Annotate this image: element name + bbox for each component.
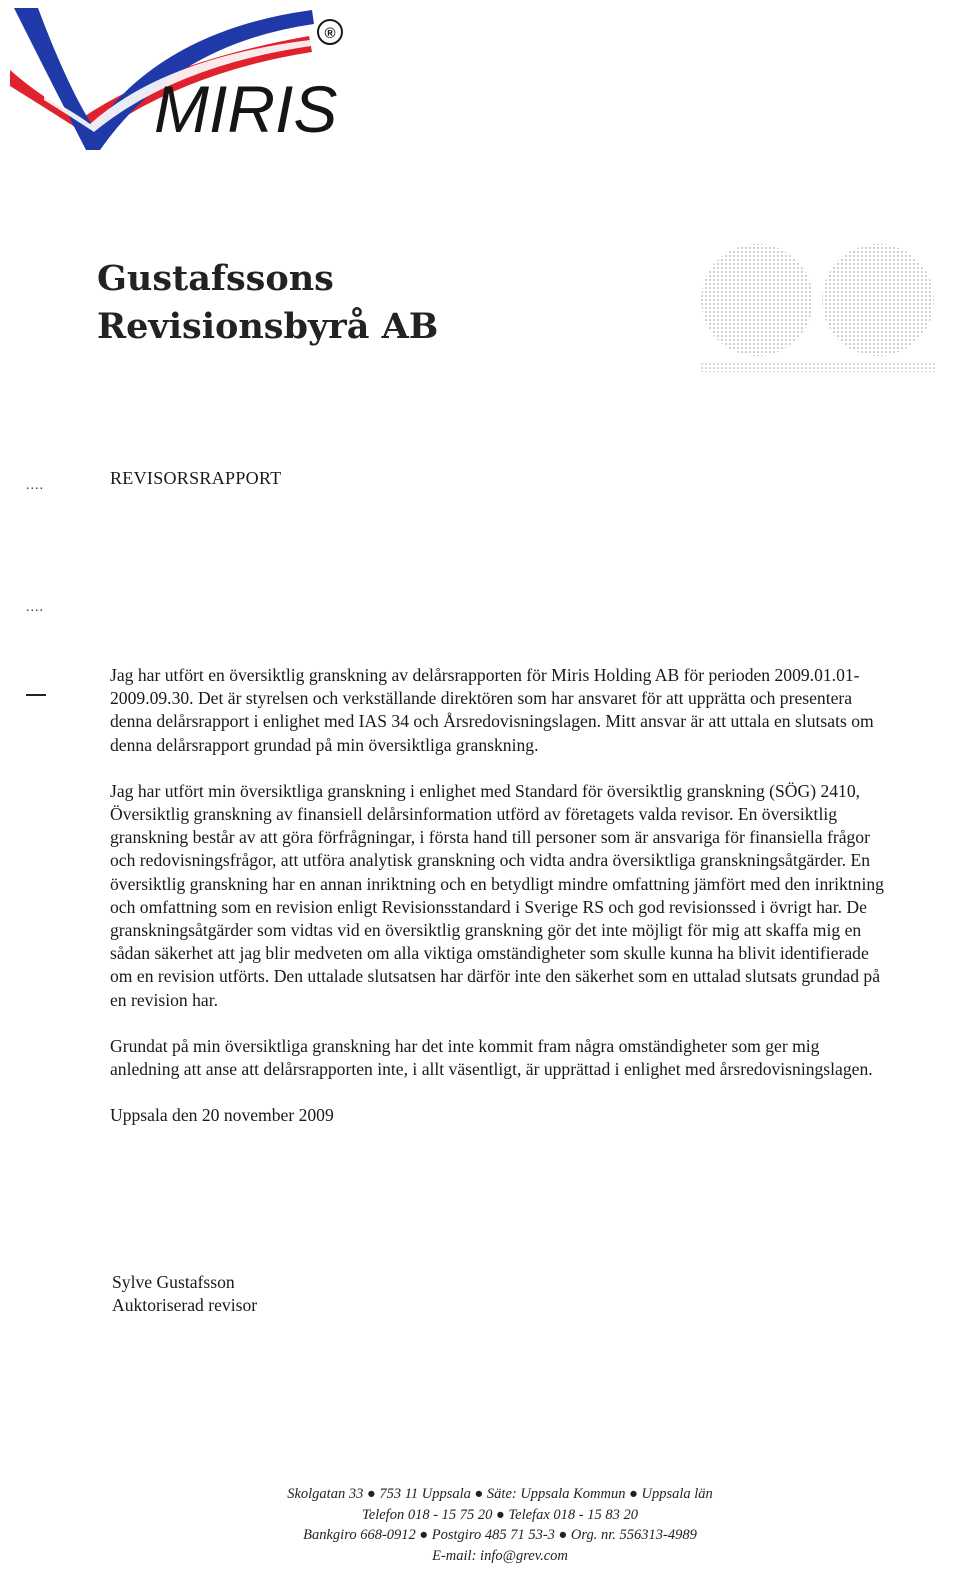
footer-email: E-mail: info@grev.com [432,1547,568,1564]
paragraph: Jag har utfört min översiktliga granskning i enlighet med Standard för översiktlig granskning (SÖG) 2410, Översiktlig granskning av finansiell delårsinformation utförd av företagets valda revisor. En översiktlig granskning består av att göra förfrågningar, i första hand till personer som är ansvariga för finansiella frågor och redovisningsfrågor, att utföra analytisk granskning och vidta andra översiktliga granskningsåtgärder. En översiktlig granskning har en annan inriktning och en betydligt mindre omfattning jämfört med den inriktning och omfattning som en revision enligt Revisionsstandard i Sverige RS och god revisionssed i övrigt har. De granskningsåtgärder som vidtas vid en översiktlig granskning gör det inte möjligt för mig att skaffa mig en sådan säkerhet att jag blir medveten om alla viktiga omständigheter som skulle kunna ha blivit identifierade om en revision utförts. Den uttalade slutsatsen har därför inte den säkerhet som en uttalad slutsats grundad på en revision har. [110,780,884,1010]
firm-name-line1: Gustafssons [97,258,334,299]
logo-wordmark: MIRIS [154,72,338,146]
miris-logo-graphic [4,0,354,160]
margin-mark: .... [26,478,44,493]
signatory-name: Sylve Gustafsson [112,1272,235,1292]
paragraph: Jag har utfört en översiktlig granskning av delårsrapporten för Miris Holding AB för perioden 2009.01.01-2009.09.30. Det är styrelsen och verkställande direktören som har ansvaret för att upprätta och presentera denna delårsrapport i enlighet med IAS 34 och Årsredovisningslagen. Mitt ansvar är att uttala en slutsats om denna delårsrapport grundad på min översiktliga granskning. [110,665,874,755]
footer-address: Skolgatan 33 ● 753 11 Uppsala ● Säte: Uppsala Kommun ● Uppsala län [287,1486,713,1502]
place-date: Uppsala den 20 november 2009 [110,1105,334,1126]
footer-bank: Bankgiro 668-0912 ● Postgiro 485 71 53-3 ● Org. nr. 556313-4989 [303,1527,697,1543]
signature-block [112,1271,257,1317]
footer-phone: Telefon 018 - 15 75 20 ● Telefax 018 - 15 83 20 [362,1506,638,1523]
footer-contact [240,1484,760,1566]
margin-mark: .... [26,600,44,615]
firm-seal-graphic [700,238,945,378]
miris-logo [4,0,354,160]
firm-name [97,255,438,351]
paragraph: Grundat på min översiktliga granskning har det inte kommit fram några omständigheter som ger mig anledning att anse att delårsrapporten inte, i allt väsentligt, är upprättad i enlighet med årsredovisningslagen. [110,1035,873,1080]
document-title: REVISORSRAPPORT [110,468,282,488]
registered-mark: ® [324,25,336,42]
report-body [110,664,890,1127]
firm-name-line2: Revisionsbyrå AB [97,306,439,347]
firm-seal [700,238,945,378]
margin-dash [26,694,46,696]
signatory-role: Auktoriserad revisor [112,1295,258,1316]
